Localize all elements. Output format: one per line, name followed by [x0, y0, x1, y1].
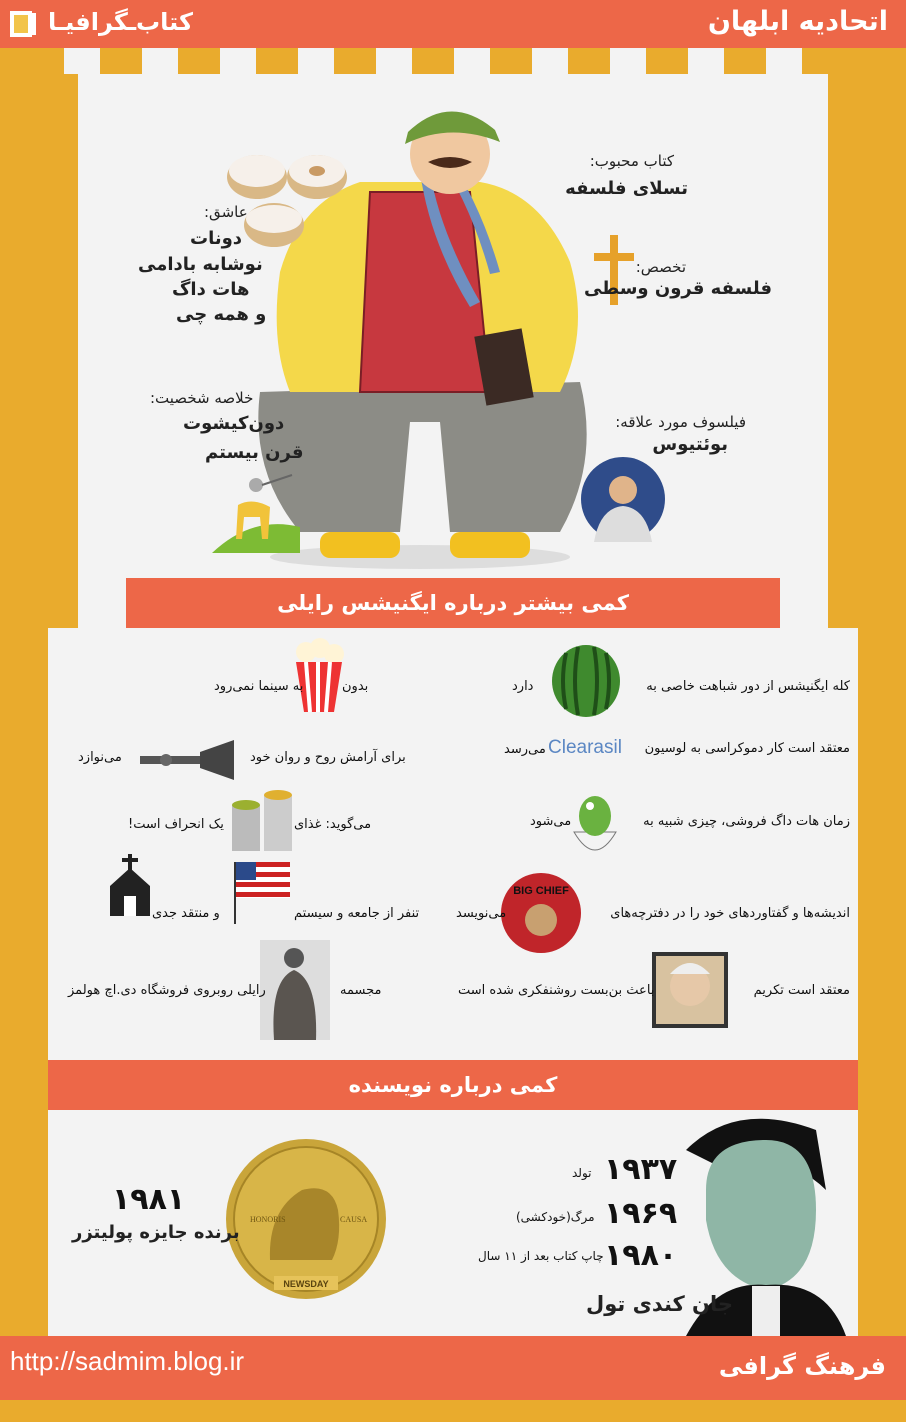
- awning-stripe: [220, 48, 256, 74]
- fact-text: یک انحراف است!: [128, 817, 224, 832]
- page-title: اتحادیه ابلهان: [707, 6, 888, 37]
- fact-text: باعث بن‌بست روشنفکری شده است: [458, 983, 655, 998]
- fact-text: کله ایگنیشس از دور شباهت خاصی به: [646, 679, 850, 694]
- lover-item: نوشابه بادامی: [138, 254, 263, 275]
- fact-text: زمان هات داگ فروشی، چیزی شبیه به: [643, 814, 850, 829]
- timeline-label: تولد: [572, 1166, 592, 1180]
- timeline-label: مرگ(خودکشی): [516, 1210, 595, 1224]
- awning-stripe: [64, 48, 100, 74]
- medal-text-left: HONORIS: [250, 1215, 286, 1224]
- don-quixote-illustration: [212, 465, 302, 553]
- favorite-book-value: تسلای فلسفه: [565, 178, 688, 199]
- lover-item: دونات: [190, 228, 243, 249]
- fact-text: می‌رسد: [504, 742, 546, 757]
- favorite-philosopher-label: فیلسوف مورد علاقه:: [615, 413, 746, 431]
- timeline-label: چاپ کتاب بعد از ۱۱ سال: [478, 1249, 604, 1263]
- book-logo-icon[interactable]: [8, 9, 38, 39]
- fact-text: می‌نوازد: [78, 750, 122, 765]
- summary-line: دون‌کیشوت: [183, 413, 285, 434]
- fact-text: می‌گوید: غذای: [294, 817, 372, 832]
- awning-stripe: [610, 48, 646, 74]
- ignatius-statue-photo: [260, 940, 330, 1040]
- summary-line: قرن بیستم: [205, 442, 304, 463]
- favorite-philosopher-value: بوئتیوس: [652, 434, 728, 455]
- baby-dragon-icon: [570, 782, 620, 862]
- fact-text: می‌نویسد: [456, 906, 507, 921]
- fact-text: معتقد است کار دموکراسی به لوسیون: [644, 741, 850, 756]
- favorite-book-label: کتاب محبوب:: [589, 152, 674, 170]
- awning-stripe: [142, 48, 178, 74]
- prize-label: برنده جایزه پولیتزر: [72, 1222, 240, 1243]
- timeline-year: ۱۹۶۹: [604, 1196, 678, 1231]
- lover-item: و همه چی: [176, 304, 267, 325]
- fact-text: اندیشه‌ها و گفتاوردهای خود را در دفترچه‌های: [610, 906, 850, 921]
- section-title-more-about-ignatius: کمی بیشتر درباره ایگنیشس رایلی: [126, 578, 780, 628]
- canned-food-icon: [228, 785, 296, 855]
- awning-stripe: [298, 48, 334, 74]
- fact-text: می‌شود: [530, 814, 572, 829]
- awning-stripe: [688, 48, 724, 74]
- fact-text: تنفر از جامعه و سیستم: [294, 906, 420, 921]
- fact-text: معتقد است تکریم: [753, 983, 850, 998]
- lover-item: هات داگ: [172, 279, 250, 300]
- donuts-illustration: [222, 145, 357, 255]
- timeline-year: ۱۹۸۰: [604, 1238, 678, 1273]
- big-chief-brand: BIG CHIEF: [513, 885, 569, 897]
- big-chief-notebook-icon: [500, 872, 582, 954]
- watermelon-icon: [548, 643, 624, 719]
- fact-text: بدون: [342, 679, 369, 694]
- fact-text: به سینما نمی‌رود: [214, 679, 304, 694]
- site-logo-text[interactable]: کتاب‌ـگرافیـا: [48, 8, 193, 36]
- section-title-about-author: کمی درباره نویسنده: [48, 1060, 858, 1110]
- specialty-value: فلسفه قرون وسطی: [583, 278, 772, 299]
- lover-label: عاشق:: [204, 203, 248, 221]
- american-flag-icon: [232, 858, 292, 924]
- prize-year: ۱۹۸۱: [112, 1182, 186, 1217]
- medal-text-right: CAUSA: [340, 1215, 368, 1224]
- fact-text: برای آرامش روح و روان خود: [250, 750, 406, 765]
- awning-stripe: [766, 48, 802, 74]
- fact-text: و منتقد جدی: [152, 906, 220, 921]
- mark-twain-portrait: [652, 952, 728, 1028]
- pulitzer-medal: [222, 1130, 390, 1308]
- boethius-portrait: [580, 456, 666, 542]
- awning-stripe: [532, 48, 568, 74]
- footer-brand: فرهنگ گرافی: [718, 1352, 886, 1380]
- timeline-year: ۱۹۳۷: [604, 1152, 678, 1187]
- popcorn-icon: [290, 636, 348, 718]
- medal-ribbon-text: NEWSDAY: [283, 1279, 329, 1289]
- church-icon: [108, 854, 152, 916]
- clearasil-logo: Clearasil: [548, 737, 622, 758]
- trumpet-icon: [136, 740, 244, 780]
- fact-text: رایلی روبروی فروشگاه دی.اچ هولمز: [68, 983, 266, 998]
- specialty-label: تخصص:: [635, 258, 686, 276]
- footer-url-link[interactable]: http://sadmim.blog.ir: [10, 1346, 245, 1376]
- awning-stripe: [376, 48, 412, 74]
- fact-text: دارد: [512, 679, 534, 694]
- author-name: جان کندی تول: [586, 1292, 733, 1316]
- awning-stripe: [454, 48, 490, 74]
- fact-text: مجسمه: [340, 983, 382, 998]
- summary-label: خلاصه شخصیت:: [150, 389, 254, 407]
